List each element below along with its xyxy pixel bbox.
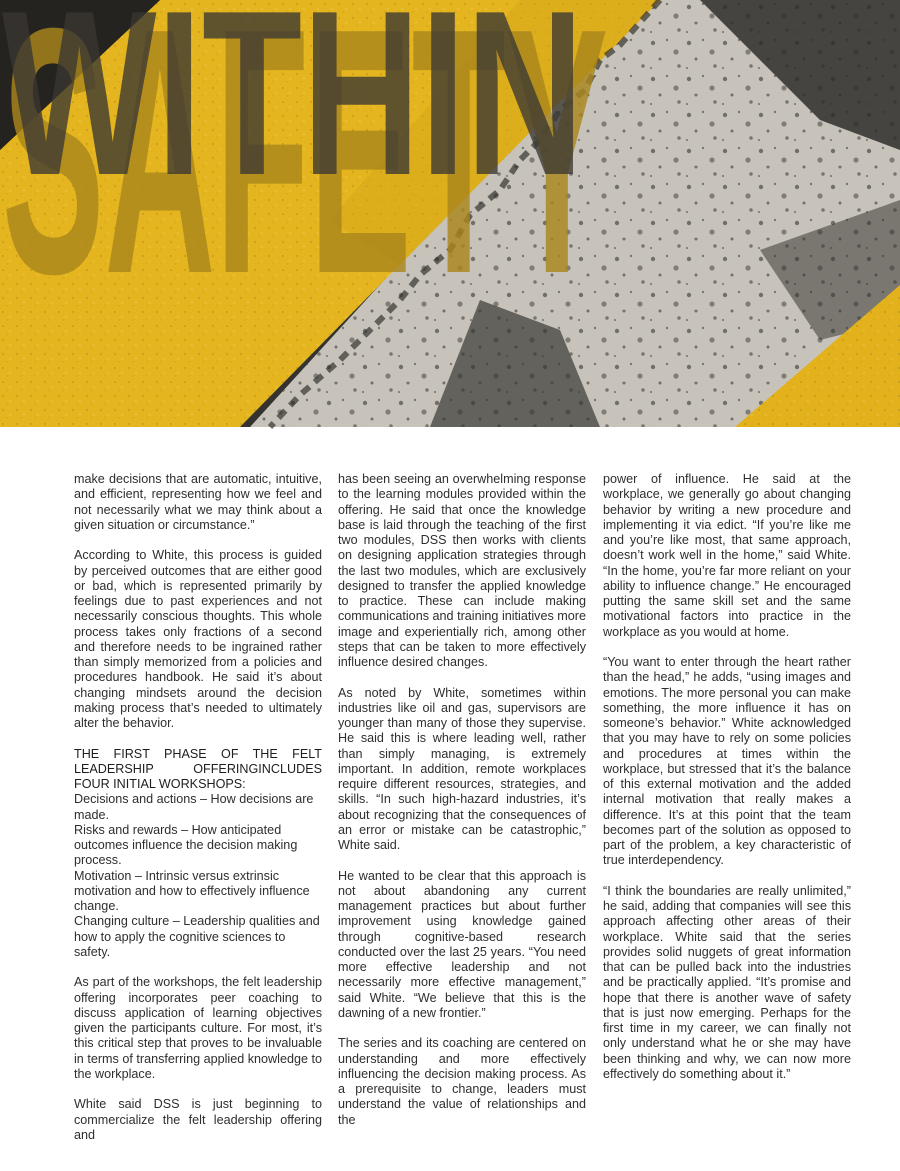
workshop-list [74,792,322,960]
article-column-3 [603,472,851,1097]
paragraph: White said DSS is just beginning to commercialize the felt leadership offering and [74,1097,322,1142]
list-item: Motivation – Intrinsic versus extrinsic motivation and how to effectively influence change. [74,868,310,913]
paragraph: “You want to enter through the heart rather than the head,” he adds, “using images and emotions. The more personal you can make something, the more influence it has on someone’s behavior.” White acknowledged that you may have to rely on some policies and procedures at times within the workplace, but stressed that it’s the balance of this external motivation and the added internal motivation that really makes a difference. It’s at this point that the team becomes part of the solution as opposed to part of the problem, a key characteristic of true interdependency. [603,655,851,868]
paragraph: The series and its coaching are centered on understanding and more effectively influencing the decision making process. As a prerequisite to change, leaders must understand the value of relationships and the [338,1036,586,1127]
list-item: Decisions and actions – How decisions are made. [74,792,314,822]
paragraph: He wanted to be clear that this approach is not about abandoning any current management practices but about further improvement using knowledge gained through cognitive-based research conducted over the last 25 years. “You need more effective leadership and not necessarily more effective management,” said White. “We believe that this is the dawning of a new frontier.” [338,868,586,1020]
paragraph: make decisions that are automatic, intuitive, and efficient, representing how we feel and not necessarily what we may think about a given situation or circumstance.” [74,472,322,532]
svg-text:SAFETY: SAFETY [2,0,608,347]
svg-text:WITHIN: WITHIN [2,0,584,224]
hero-image [0,0,900,427]
section-subheading: THE FIRST PHASE OF THE FELT LEADERSHIP OFFERINGINCLUDES FOUR INITIAL WORKSHOPS: [74,746,322,791]
paragraph: power of influence. He said at the workplace, we generally go about changing behavior by writing a new procedure and implementing it via edict. “If you’re like me and you’re like most, that same approach, doesn’t work well in the home,” said White. “In the home, you’re far more reliant on your ability to influence change.” He encouraged putting the same skill set and the same motivational factors into practice in the workplace as you would at home. [603,472,851,639]
paragraph: According to White, this process is guided by perceived outcomes that are either good or bad, which is represented primarily by feelings due to past experiences and not necessarily conscious thoughts. This whole process takes only fractions of a second and therefore needs to be ingrained rather than simply memorized from a policies and procedures handbook. He said it’s about changing mindsets around the decision making process that’s needed to ultimately alter the behavior. [74,548,322,730]
article-column-2 [338,472,586,1143]
list-item: Changing culture – Leadership qualities and how to apply the cognitive sciences to safety. [74,914,320,959]
paragraph: As noted by White, sometimes within industries like oil and gas, supervisors are younger than many of those they supervise. He said this is where leading well, rather than simply managing, is extremely important. In addition, remote workplaces require different resources, strategies, and skills. “In such high-hazard industries, it’s about recognizing that the consequences of an error or mistake can be catastrophic,” White said. [338,685,586,852]
paragraph: “I think the boundaries are really unlimited,” he said, adding that companies will see this approach affecting other areas of their workplace. White said that the series provides solid nuggets of great information that can be pulled back into the industries and be practically applied. “It’s promise and hope that there is another wave of safety that is just now emerging. Perhaps for the first time in my career, we can finally not only understand what he or she may have been thinking and why, we can now more effectively do something about it.” [603,883,851,1081]
article-column-1 [74,472,322,1158]
paragraph: has been seeing an overwhelming response to the learning modules provided within the offering. He said that once the knowledge base is laid through the teaching of the first two modules, DSS then works with clients on designing application strategies through the last two modules, which are exclusively designed to transfer the applied knowledge to practice. These can include making communications and training initiatives more image and experientially rich, among other steps that can be taken to more effectively influence desired changes. [338,472,586,669]
list-item: Risks and rewards – How anticipated outcomes influence the decision making process. [74,822,298,868]
paragraph: As part of the workshops, the felt leadership offering incorporates peer coaching to discuss application of learning objectives given the participants culture. For most, it’s this critical step that proves to be invaluable in terms of transferring applied knowledge to the workplace. [74,975,322,1081]
